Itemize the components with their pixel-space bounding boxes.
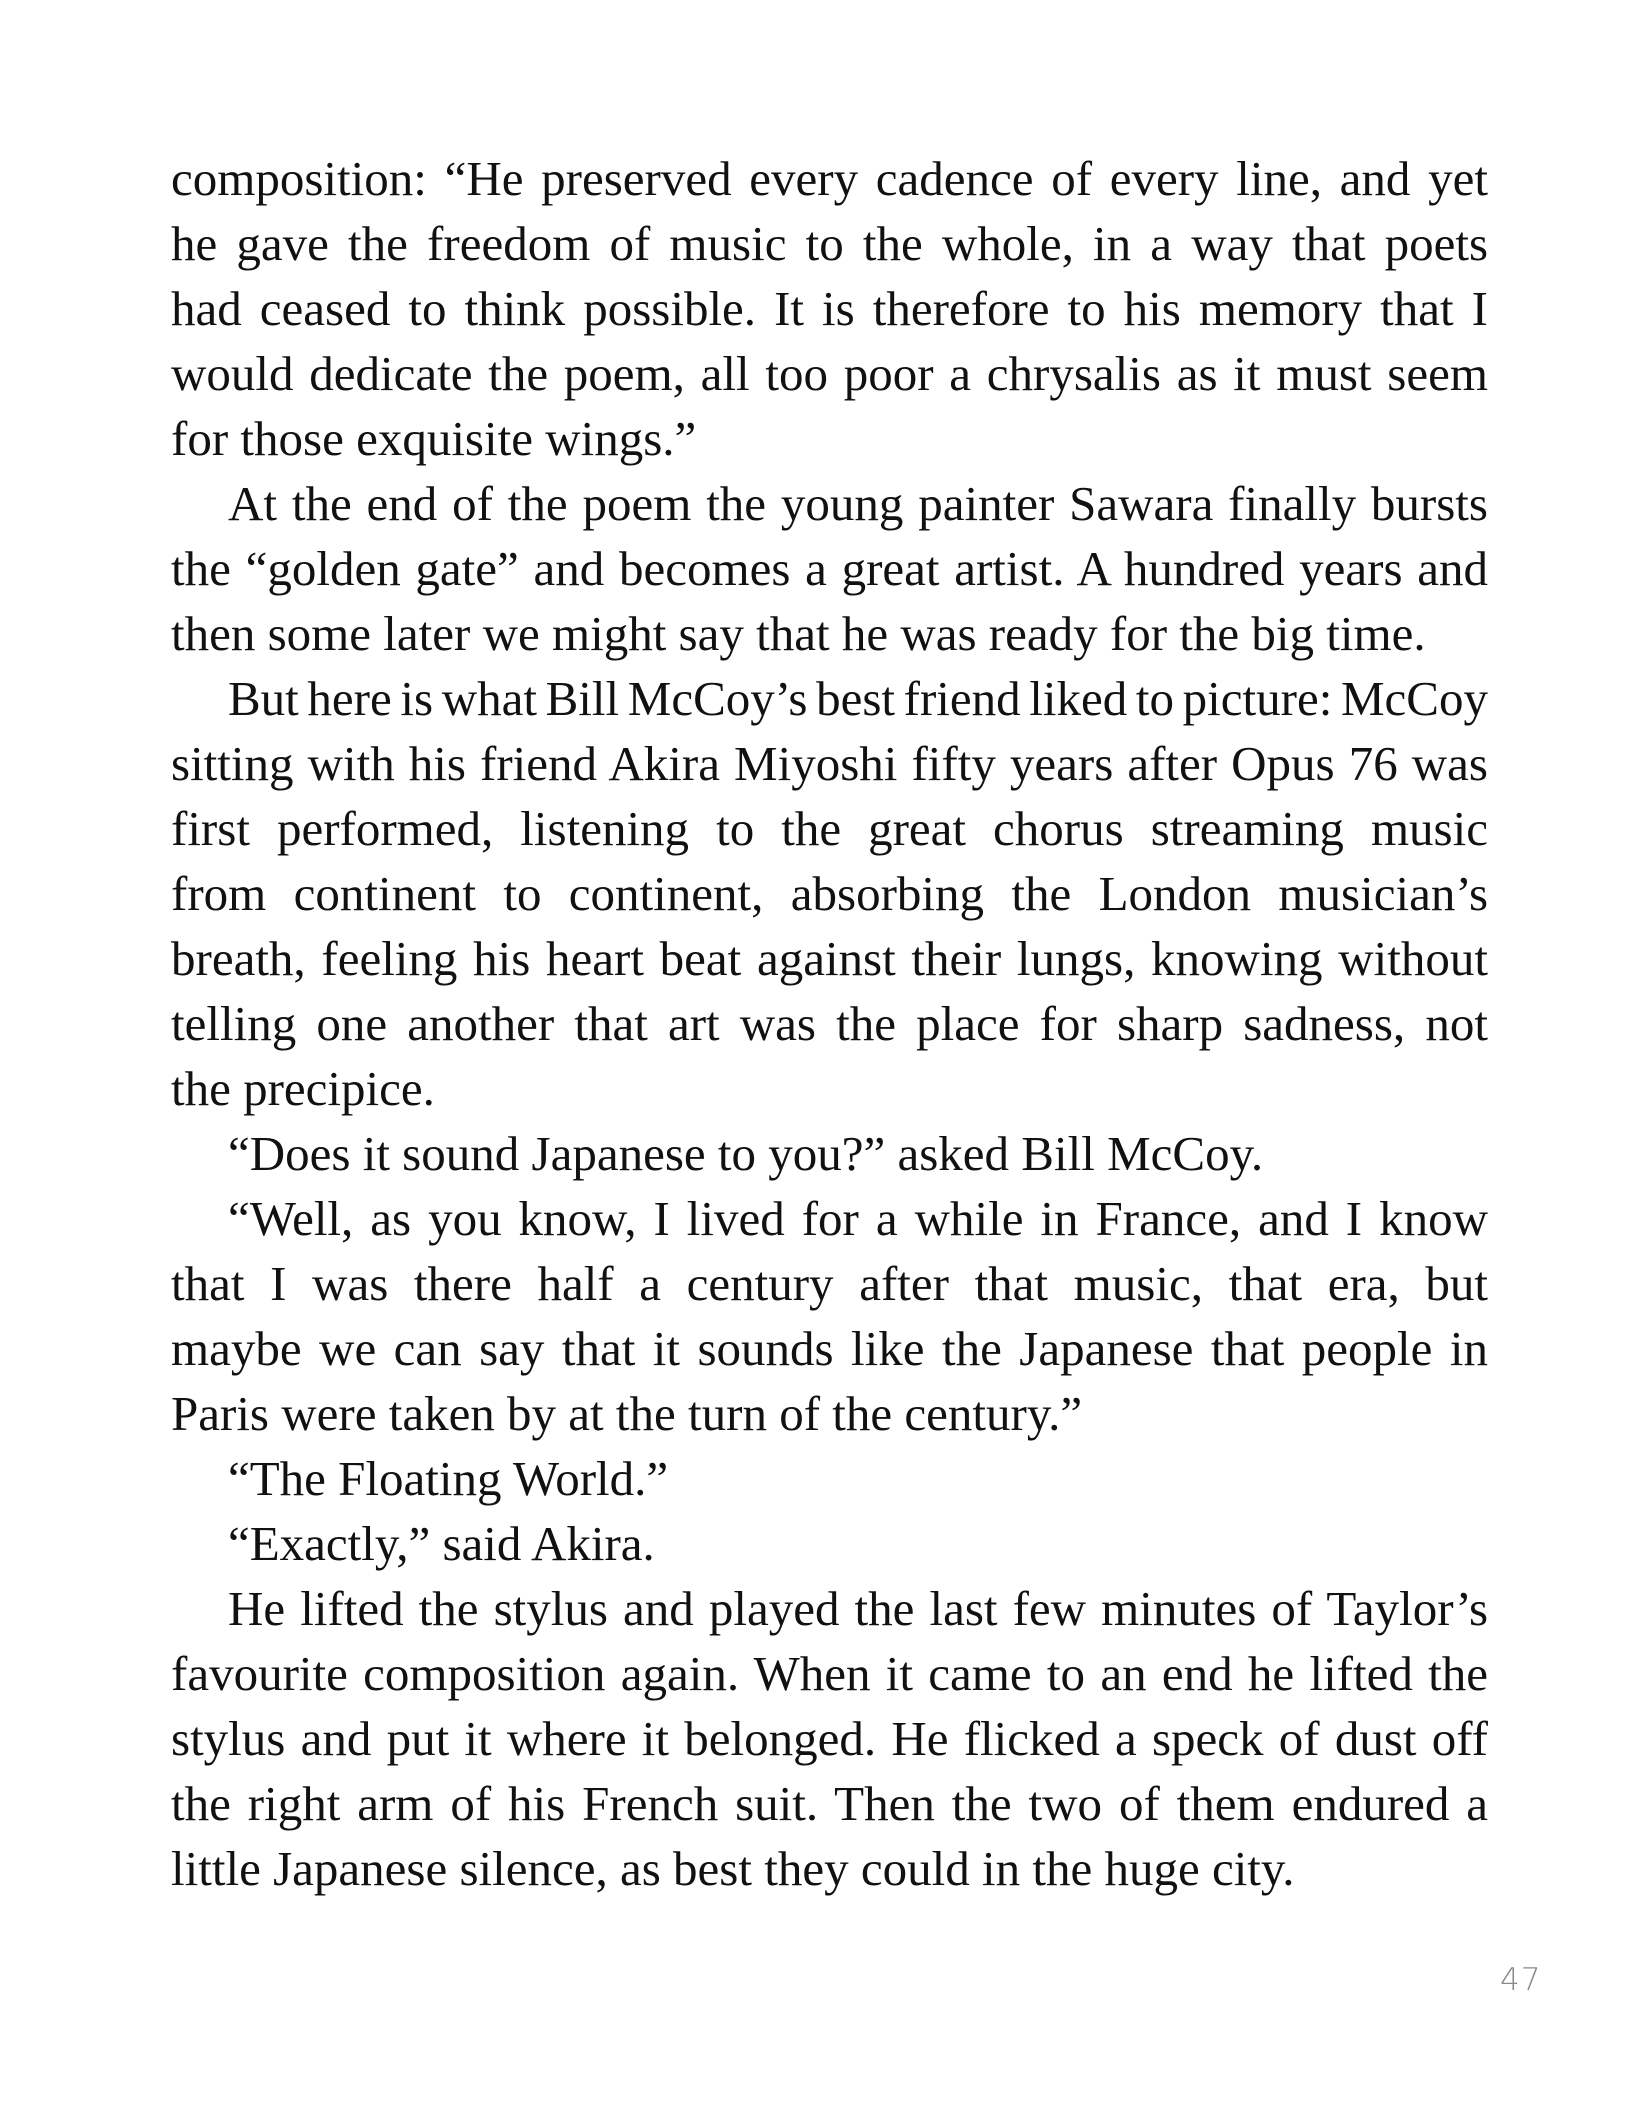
text-line: sitting with his friend Akira Miyoshi fifty years after Opus 76 was	[171, 736, 1488, 791]
text-line: first performed, listening to the great chorus streaming music	[171, 801, 1488, 856]
text-line: stylus and put it where it belonged. He flicked a speck of dust off	[171, 1711, 1488, 1766]
text-line: the right arm of his French suit. Then the two of them endured a	[171, 1776, 1489, 1831]
paragraph-first-line: But here is what Bill McCoy’s best friend liked to picture: McCoy	[228, 671, 1488, 726]
text-line: favourite composition again. When it came to an end he lifted the	[171, 1646, 1489, 1701]
text-line: had ceased to think possible. It is therefore to his memory that I	[171, 281, 1488, 336]
text-line: breath, feeling his heart beat against their lungs, knowing without	[171, 931, 1488, 986]
paragraph-first-line: “Does it sound Japanese to you?” asked Bill McCoy.	[228, 1126, 1264, 1181]
paragraph-first-line: “Exactly,” said Akira.	[228, 1516, 655, 1571]
text-line: for those exquisite wings.”	[171, 411, 697, 466]
text-line: he gave the freedom of music to the whole, in a way that poets	[171, 216, 1489, 271]
text-line: composition: “He preserved every cadence of every line, and yet	[171, 151, 1488, 206]
text-line: from continent to continent, absorbing the London musician’s	[171, 866, 1489, 921]
paragraph-first-line: At the end of the poem the young painter Sawara finally bursts	[228, 476, 1488, 531]
text-line: the “golden gate” and becomes a great artist. A hundred years and	[171, 541, 1489, 596]
paragraph-first-line: “The Floating World.”	[228, 1451, 669, 1506]
text-line: telling one another that art was the place for sharp sadness, not	[171, 996, 1488, 1051]
text-line: that I was there half a century after that music, that era, but	[171, 1256, 1489, 1311]
text-line: would dedicate the poem, all too poor a chrysalis as it must seem	[171, 346, 1488, 401]
text-line: maybe we can say that it sounds like the Japanese that people in	[171, 1321, 1488, 1376]
body-text	[171, 146, 1488, 1901]
paragraph-first-line: He lifted the stylus and played the last few minutes of Taylor’s	[228, 1581, 1489, 1636]
paragraph-first-line: “Well, as you know, I lived for a while in France, and I know	[228, 1191, 1488, 1246]
text-line: then some later we might say that he was ready for the big time.	[171, 606, 1426, 661]
text-line: Paris were taken by at the turn of the century.”	[171, 1386, 1083, 1441]
page-number: 47	[1500, 1962, 1542, 1998]
text-line: the precipice.	[171, 1061, 435, 1116]
text-line: little Japanese silence, as best they could in the huge city.	[171, 1841, 1295, 1896]
